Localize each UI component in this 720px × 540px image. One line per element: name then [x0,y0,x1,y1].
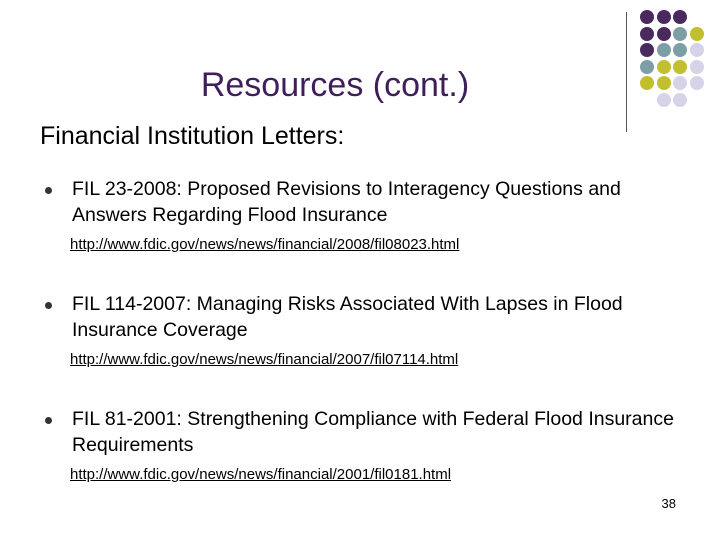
decoration-dot [673,60,687,74]
decoration-dot [657,43,671,57]
decoration-dot [640,43,654,57]
decoration-dot [657,10,671,24]
item-text: FIL 114-2007: Managing Risks Associated With Lapses in Flood Insurance Coverage [72,293,623,341]
decoration-dot [657,76,671,90]
decoration-dot [640,76,654,90]
decoration-dot [673,93,687,107]
item-link[interactable]: http://www.fdic.gov/news/news/financial/2001/fil0181.html [70,466,452,483]
page-number: 38 [661,496,676,511]
bullet-icon [45,187,52,194]
bullet-icon [45,417,52,424]
decoration-dot [657,27,671,41]
decoration-dot [690,60,704,74]
decoration-dot [657,93,671,107]
bullet-icon [45,302,52,309]
decoration-dot [690,27,704,41]
decoration-divider [626,12,627,132]
decoration-dot [673,76,687,90]
item-link[interactable]: http://www.fdic.gov/news/news/financial/2008/fil08023.html [70,236,460,253]
item-text: FIL 81-2001: Strengthening Compliance with Federal Flood Insurance Requirements [72,408,674,456]
decoration-dot [690,43,704,57]
decoration-dot [640,60,654,74]
decoration-dot [673,27,687,41]
item-link[interactable]: http://www.fdic.gov/news/news/financial/2007/fil07114.html [70,351,459,368]
item-text: FIL 23-2008: Proposed Revisions to Interagency Questions and Answers Regarding Flood Insurance [72,178,621,226]
decoration-dot [673,43,687,57]
decoration-dot [690,76,704,90]
decoration-dot [640,10,654,24]
decoration-dot [673,10,687,24]
decoration-dot [640,27,654,41]
slide-title: Resources (cont.) [200,66,470,104]
decoration-dot [657,60,671,74]
slide-subtitle: Financial Institution Letters: [40,122,345,150]
